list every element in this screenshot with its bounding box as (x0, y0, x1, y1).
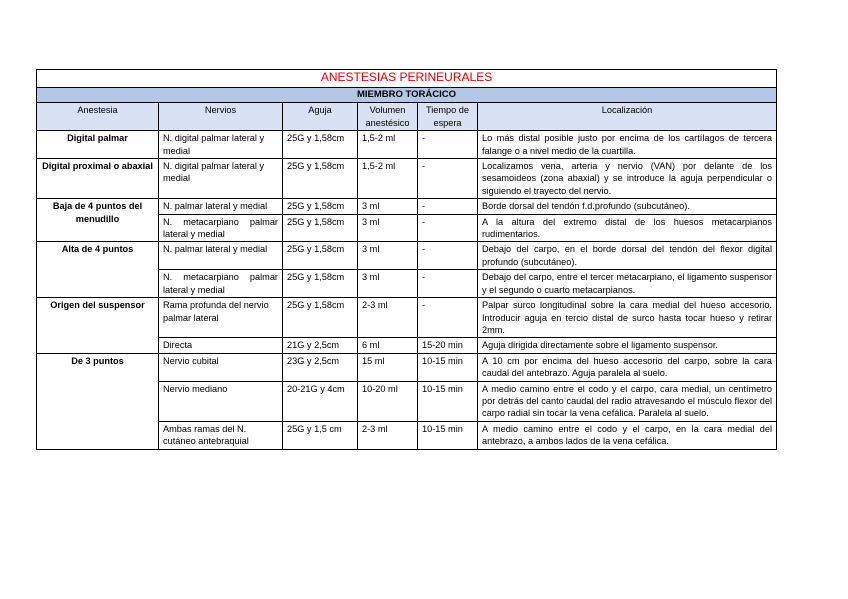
needle-cell: 25G y 1,58cm (283, 214, 358, 242)
nerve-cell: Ambas ramas del N. cutáneo antebraquial (159, 421, 283, 449)
nerve-cell: N. digital palmar lateral y medial (159, 131, 283, 159)
time-cell: - (418, 214, 478, 242)
time-cell: 10-15 min (418, 381, 478, 421)
time-cell: - (418, 199, 478, 214)
nerve-cell: Nervio cubital (159, 353, 283, 381)
location-cell: Localizamos vena, arteria y nervio (VAN) por delante de los sesamoideos (zona abaxial) y se introduce la aguja perpendicular o siguiendo el trayecto del nervio. (478, 159, 777, 199)
table-row (37, 353, 777, 381)
header-aguja: Aguja (283, 103, 358, 131)
location-cell: A 10 cm por encima del hueso accesorio del carpo, sobre la cara caudal del antebrazo. Aguja paralela al suelo. (478, 353, 777, 381)
location-cell: A medio camino entre el codo y el carpo, en la cara medial del antebrazo, a ambos lados de la vena cefálica. (478, 421, 777, 449)
volume-cell: 3 ml (358, 199, 418, 214)
location-cell: A la altura del extremo distal de los huesos metacarpianos rudimentarios. (478, 214, 777, 242)
anesthesia-cell: De 3 puntos (37, 353, 159, 449)
table-row (37, 199, 777, 214)
time-cell: - (418, 298, 478, 338)
nerve-cell: N. metacarpiano palmar lateral y medial (159, 214, 283, 242)
time-cell: - (418, 270, 478, 298)
time-cell: - (418, 242, 478, 270)
location-cell: Palpar surco longitudinal sobre la cara medial del hueso accesorio. Introducir aguja en tercio distal de surco hasta tocar hueso y retirar 2mm. (478, 298, 777, 338)
anesthesia-cell: Digital proximal o abaxial (37, 159, 159, 199)
volume-cell: 3 ml (358, 242, 418, 270)
table-row (37, 159, 777, 199)
anesthesia-cell: Digital palmar (37, 131, 159, 159)
time-cell: 10-15 min (418, 353, 478, 381)
anesthesia-cell: Origen del suspensor (37, 298, 159, 354)
anesthesia-table (36, 69, 777, 450)
table-row (37, 242, 777, 270)
anesthesia-cell: Alta de 4 puntos (37, 242, 159, 298)
header-anestesia: Anestesia (37, 103, 159, 131)
time-cell: 10-15 min (418, 421, 478, 449)
volume-cell: 2-3 ml (358, 421, 418, 449)
time-cell: - (418, 131, 478, 159)
needle-cell: 25G y 1,58cm (283, 199, 358, 214)
volume-cell: 1,5-2 ml (358, 159, 418, 199)
needle-cell: 25G y 1,58cm (283, 298, 358, 338)
location-cell: Aguja dirigida directamente sobre el ligamento suspensor. (478, 338, 777, 353)
table-row (37, 298, 777, 338)
needle-cell: 20-21G y 4cm (283, 381, 358, 421)
table-row (37, 131, 777, 159)
location-cell: A medio camino entre el codo y el carpo, cara medial, un centímetro por detrás del canto caudal del radio atravesando el músculo flexor del carpo radial sin tocar la vena cefálica. Paralela al suelo. (478, 381, 777, 421)
nerve-cell: N. metacarpiano palmar lateral y medial (159, 270, 283, 298)
needle-cell: 25G y 1,5 cm (283, 421, 358, 449)
location-cell: Debajo del carpo, entre el tercer metacarpiano, el ligamento suspensor y el segundo o cuarto metacarpianos. (478, 270, 777, 298)
time-cell: 15-20 min (418, 338, 478, 353)
table-subtitle: MIEMBRO TORÁCICO (37, 88, 777, 103)
nerve-cell: N. palmar lateral y medial (159, 242, 283, 270)
volume-cell: 2-3 ml (358, 298, 418, 338)
time-cell: - (418, 159, 478, 199)
needle-cell: 25G y 1,58cm (283, 131, 358, 159)
nerve-cell: Nervio mediano (159, 381, 283, 421)
location-cell: Lo más distal posible justo por encima de los cartílagos de tercera falange o a nivel medio de la cuartilla. (478, 131, 777, 159)
nerve-cell: Rama profunda del nervio palmar lateral (159, 298, 283, 338)
header-localizacion: Localización (478, 103, 777, 131)
volume-cell: 15 ml (358, 353, 418, 381)
header-nervios: Nervios (159, 103, 283, 131)
needle-cell: 23G y 2,5cm (283, 353, 358, 381)
nerve-cell: N. palmar lateral y medial (159, 199, 283, 214)
table-title: ANESTESIAS PERINEURALES (37, 70, 777, 88)
needle-cell: 25G y 1,58cm (283, 242, 358, 270)
needle-cell: 25G y 1,58cm (283, 159, 358, 199)
header-volumen: Volumen anestésico (358, 103, 418, 131)
header-tiempo: Tiempo de espera (418, 103, 478, 131)
needle-cell: 21G y 2,5cm (283, 338, 358, 353)
volume-cell: 3 ml (358, 214, 418, 242)
location-cell: Borde dorsal del tendón f.d.profundo (subcutáneo). (478, 199, 777, 214)
location-cell: Debajo del carpo, en el borde dorsal del tendón del flexor digital profundo (subcutáneo). (478, 242, 777, 270)
volume-cell: 1,5-2 ml (358, 131, 418, 159)
volume-cell: 10-20 ml (358, 381, 418, 421)
volume-cell: 6 ml (358, 338, 418, 353)
anesthesia-cell: Baja de 4 puntos del menudillo (37, 199, 159, 242)
needle-cell: 25G y 1,58cm (283, 270, 358, 298)
nerve-cell: N. digital palmar lateral y medial (159, 159, 283, 199)
nerve-cell: Directa (159, 338, 283, 353)
volume-cell: 3 ml (358, 270, 418, 298)
